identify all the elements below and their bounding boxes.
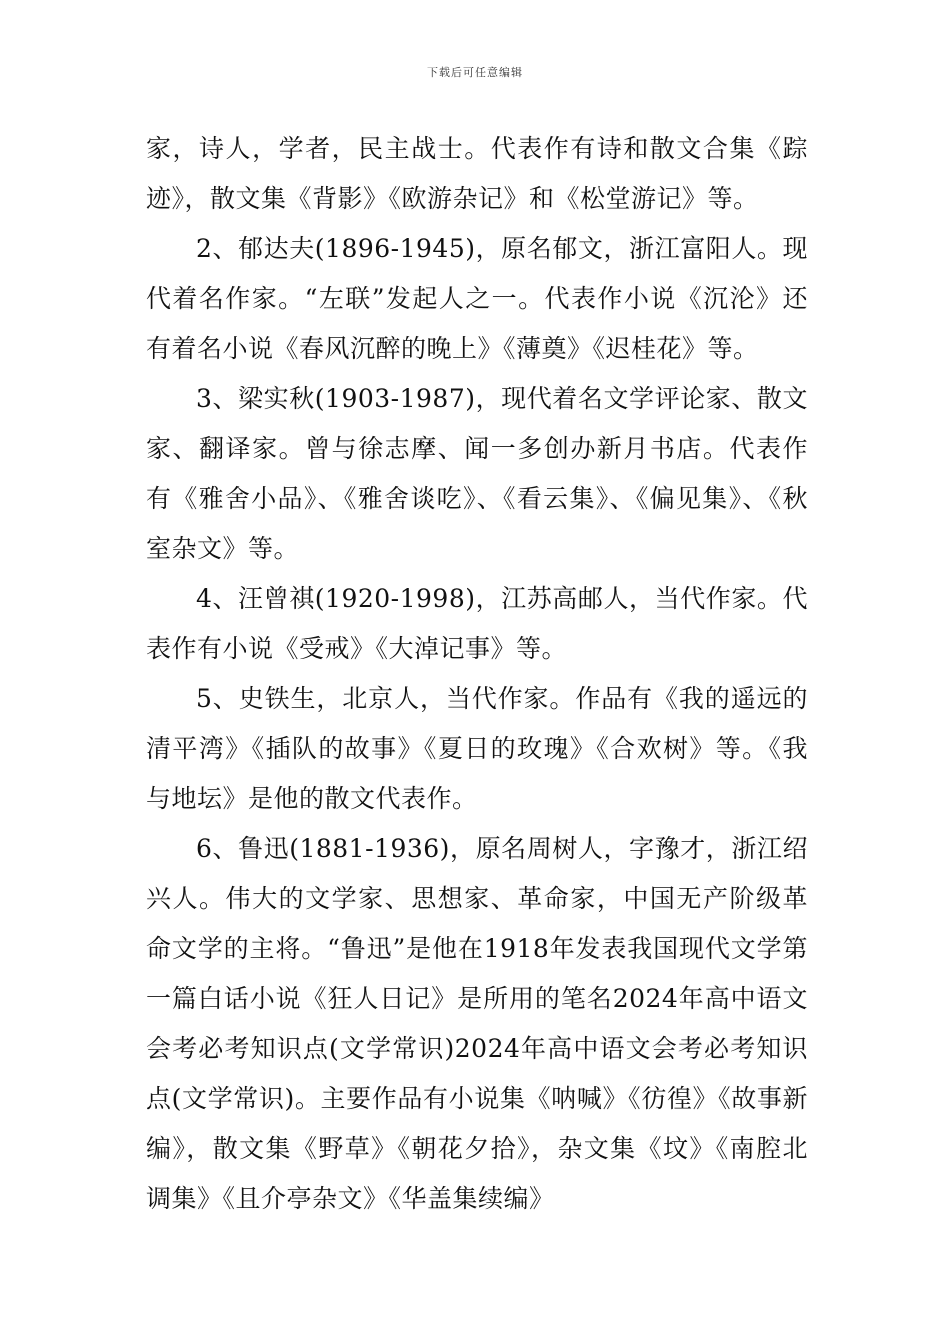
paragraph-yu-dafu: 2、郁达夫(1896-1945)，原名郁文，浙江富阳人。现代着名作家。“左联”发起人之一。代表作小说《沉沦》还有着名小说《春风沉醉的晚上》《薄奠》《迟桂花》等。 [146, 234, 808, 363]
paragraph-lu-xun: 6、鲁迅(1881-1936)，原名周树人，字豫才，浙江绍兴人。伟大的文学家、思想家、革命家，中国无产阶级革命文学的主将。“鲁迅”是他在1918年发表我国现代文学第一篇白话小说《狂人日记》是所用的笔名2024年高中语文会考必考知识点(文学常识)2024年高中语文会考必考知识点(文学常识)。主要作品有小说集《呐喊》《彷徨》《故事新编》，散文集《野草》《朝花夕拾》，杂文集《坟》《南腔北调集》《且介亭杂文》《华盖集续编》 [146, 834, 808, 1213]
paragraph-shi-tiesheng: 5、史铁生，北京人，当代作家。作品有《我的遥远的清平湾》《插队的故事》《夏日的玫瑰》《合欢树》等。《我与地坛》是他的散文代表作。 [146, 684, 808, 813]
paragraph-zhu-ziqing-continued: 家，诗人，学者，民主战士。代表作有诗和散文合集《踪迹》，散文集《背影》《欧游杂记》和《松堂游记》等。 [146, 134, 808, 213]
document-body [146, 124, 808, 1224]
paragraph-wang-zengqi: 4、汪曾祺(1920-1998)，江苏高邮人，当代作家。代表作有小说《受戒》《大淖记事》等。 [146, 584, 808, 663]
paragraph-liang-shiqiu: 3、梁实秋(1903-1987)，现代着名文学评论家、散文家、翻译家。曾与徐志摩、闻一多创办新月书店。代表作有《雅舍小品》、《雅舍谈吃》、《看云集》、《偏见集》、《秋室杂文》等。 [146, 384, 808, 563]
page-header-note: 下载后可任意编辑 [427, 66, 523, 79]
